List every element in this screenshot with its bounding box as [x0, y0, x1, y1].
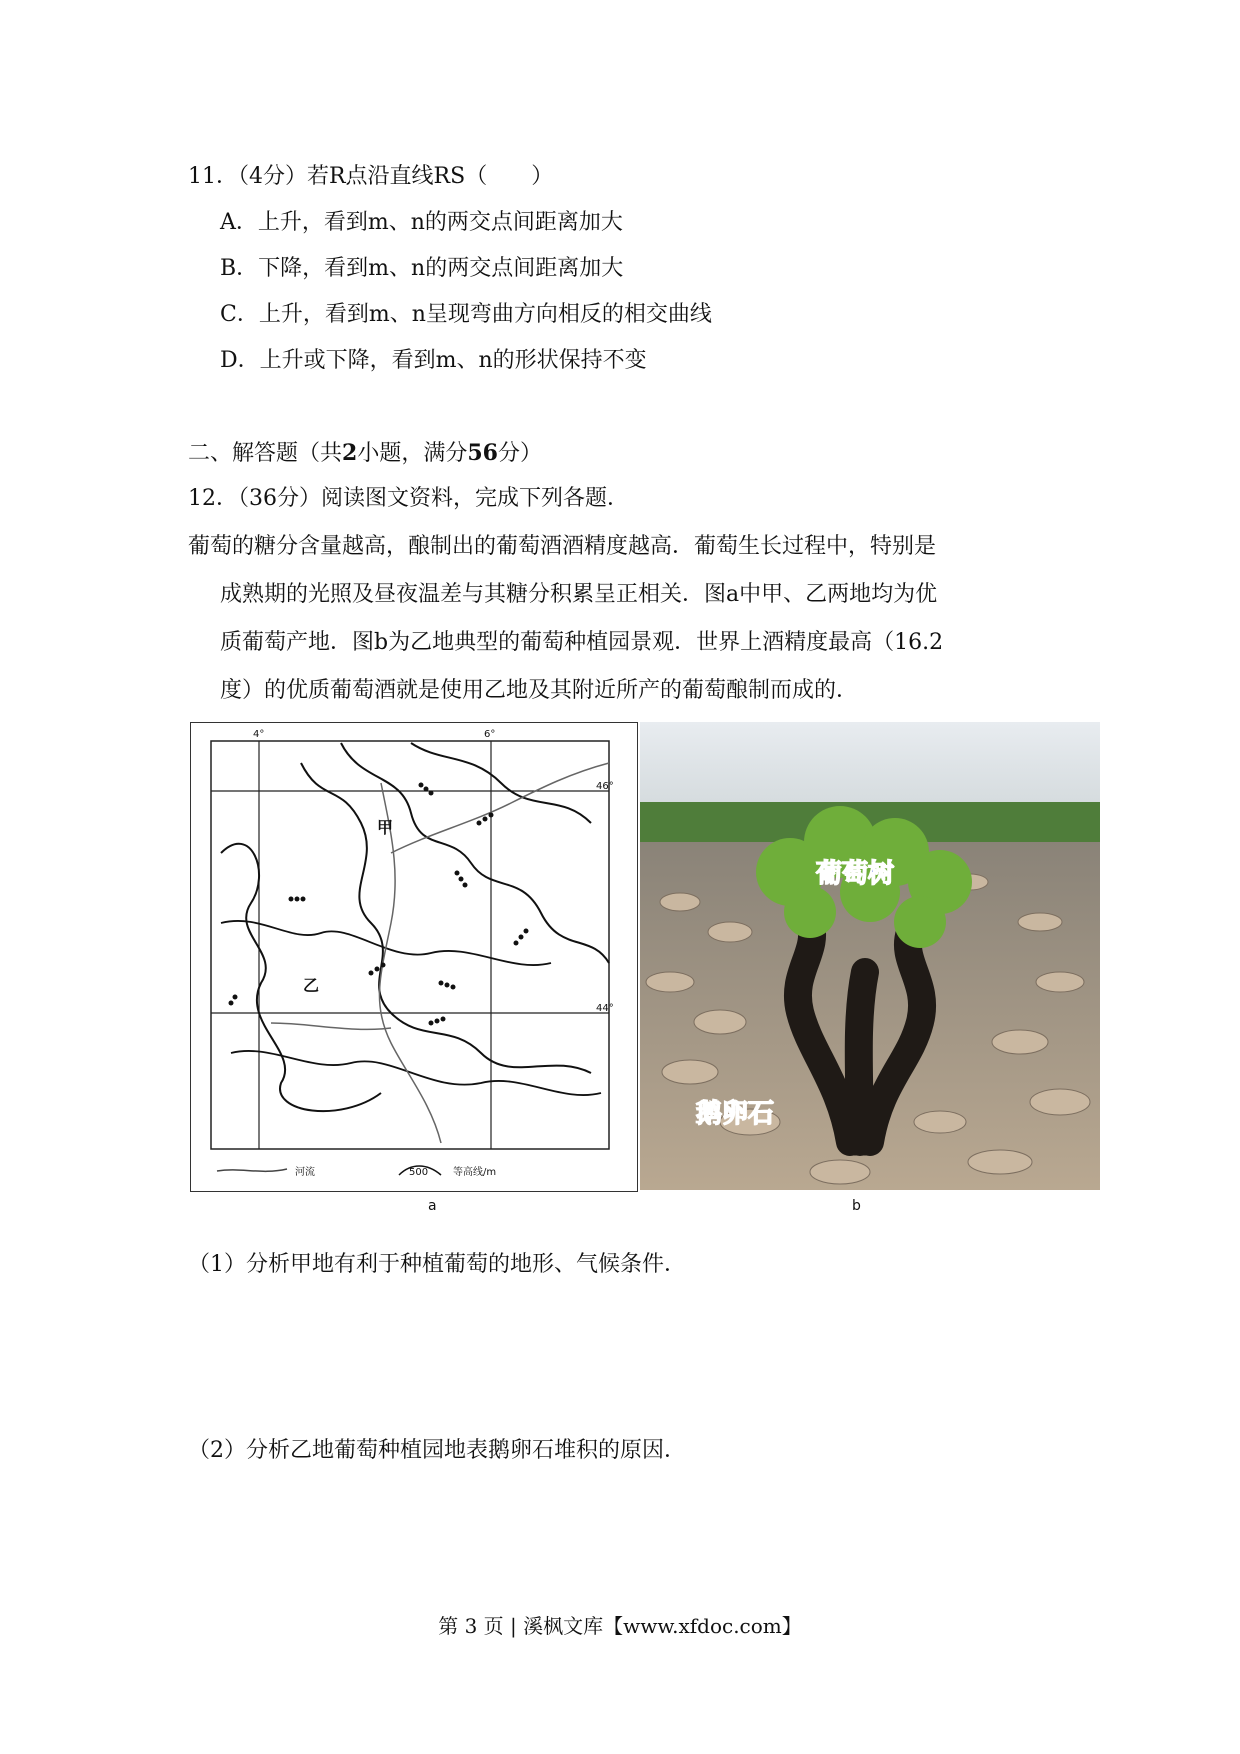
section2-heading: 二、解答题（共2小题，满分56分）	[188, 440, 542, 466]
river-line	[271, 1023, 391, 1029]
q11-option-c: C．上升，看到m、n呈现弯曲方向相反的相交曲线	[220, 302, 712, 327]
map-svg	[191, 723, 637, 1191]
contour-line	[301, 763, 591, 1073]
figure-b-caption: b	[852, 1198, 861, 1214]
river-line	[391, 763, 609, 853]
map-label-yi: 乙	[303, 976, 320, 995]
map-label-jia: 甲	[377, 818, 394, 837]
lat-label-44: 44°	[596, 1003, 614, 1014]
q11-option-d: D．上升或下降，看到m、n的形状保持不变	[220, 348, 647, 373]
lon-label-4: 4°	[253, 729, 265, 740]
q12-para-line1: 葡萄的糖分含量越高，酿制出的葡萄酒酒精度越高．葡萄生长过程中，特别是	[188, 534, 937, 559]
q11-option-b: B．下降，看到m、n的两交点间距离加大	[220, 256, 624, 281]
q12-stem: 12．（36分）阅读图文资料，完成下列各题．	[188, 486, 629, 511]
q11-option-a: A．上升，看到m、n的两交点间距离加大	[220, 210, 623, 235]
contour-line	[221, 921, 551, 965]
legend-contour-value: 500	[409, 1167, 429, 1178]
q12-para-line4: 度）的优质葡萄酒就是使用乙地及其附近所产的葡萄酿制而成的．	[220, 678, 859, 703]
contour-line	[221, 844, 381, 1111]
figure-a-map	[190, 722, 638, 1192]
legend-river-symbol	[217, 1169, 287, 1171]
legend-contour-label: 等高线/m	[453, 1167, 497, 1178]
map-frame	[211, 741, 609, 1149]
photo-svg	[640, 722, 1100, 1190]
lon-label-6: 6°	[484, 729, 496, 740]
contour-line	[231, 1051, 601, 1095]
q12-sub1: （1）分析甲地有利于种植葡萄的地形、气候条件．	[188, 1252, 686, 1277]
photo-label-pebble: 鹅卵石	[696, 1099, 775, 1129]
photo-label-grape-tree: 葡萄树	[816, 859, 895, 889]
q11-stem: 11．（4分）若R点沿直线RS（ ）	[188, 164, 554, 189]
page-footer: 第 3 页 | 溪枫文库【www.xfdoc.com】	[438, 1614, 802, 1638]
legend-river-label: 河流	[295, 1167, 315, 1178]
q12-para-line2: 成熟期的光照及昼夜温差与其糖分积累呈正相关．图a中甲、乙两地均为优	[220, 582, 938, 607]
figure-b-photo	[640, 722, 1100, 1190]
contour-line	[411, 743, 591, 823]
q12-sub2: （2）分析乙地葡萄种植园地表鹅卵石堆积的原因．	[188, 1438, 686, 1463]
lat-label-46: 46°	[596, 781, 614, 792]
river-line	[379, 783, 441, 1143]
q12-para-line3: 质葡萄产地．图b为乙地典型的葡萄种植园景观．世界上酒精度最高（16.2	[220, 630, 944, 655]
figure-a-caption: a	[428, 1198, 437, 1214]
